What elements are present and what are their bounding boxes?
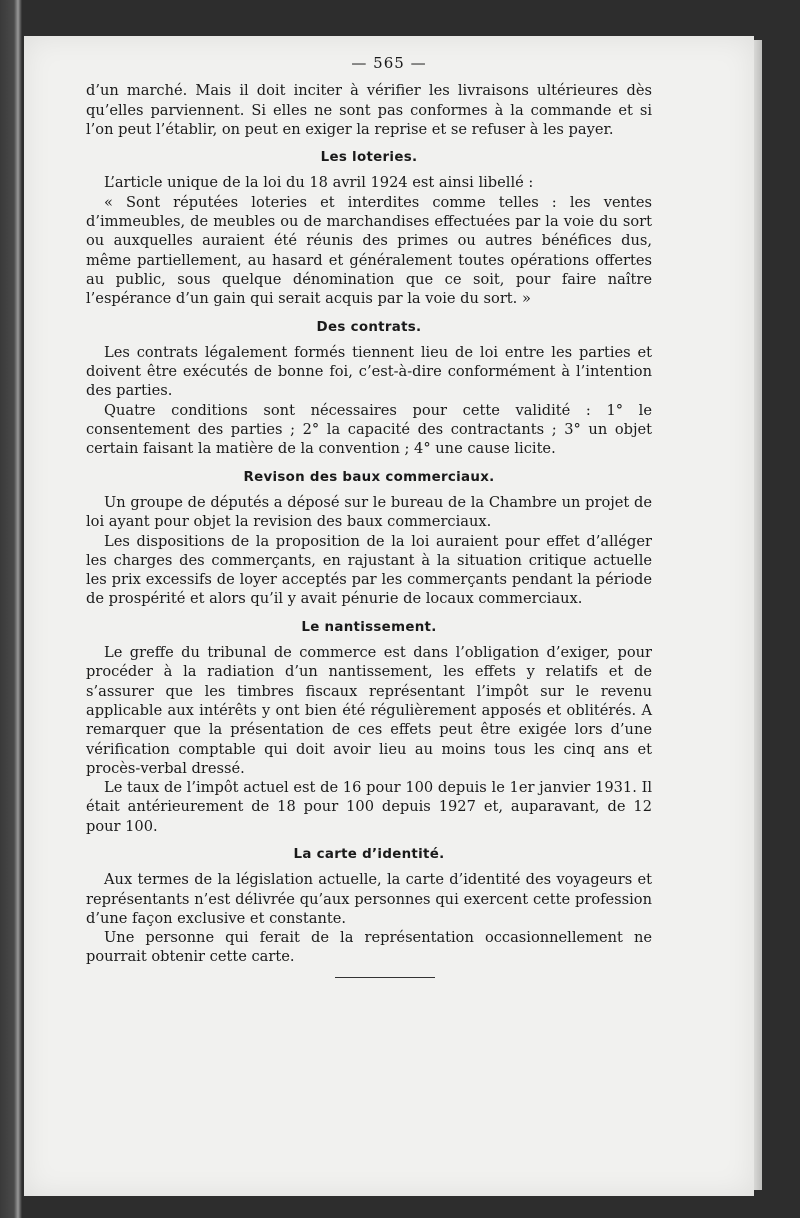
section-heading: La carte d’identité. — [293, 846, 445, 862]
paragraph: L’article unique de la loi du 18 avril 1924 est ainsi libellé : — [104, 174, 534, 192]
page-text-block — [86, 54, 652, 978]
paragraph: Une personne qui ferait de la représentation occasionnellement ne pourrait obtenir cette carte. — [86, 929, 652, 966]
section-loteries — [86, 148, 652, 308]
opening-paragraph: d’un marché. Mais il doit inciter à vérifier les livraisons ultérieures dès qu’elles parviennent. Si elles ne sont pas conformes à la commande et si l’on peut l’établir, on peut en exiger la reprise et se refuser à les payer. — [86, 82, 652, 138]
paragraph: Le taux de l’impôt actuel est de 16 pour 100 depuis le 1er janvier 1931. Il était antérieurement de 18 pour 100 depuis 1927 et, auparavant, de 12 pour 100. — [86, 779, 652, 835]
section-baux-commerciaux — [86, 468, 652, 609]
section-nantissement — [86, 618, 652, 836]
end-rule — [335, 977, 435, 978]
section-heading: Le nantissement. — [301, 619, 437, 635]
paragraph: Aux termes de la législation actuelle, la carte d’identité des voyageurs et représentants n’est délivrée qu’aux personnes qui exercent cette profession d’une façon exclusive et constante. — [86, 871, 652, 927]
page-number: — 565 — — [351, 54, 427, 72]
section-carte-identite — [86, 845, 652, 967]
paragraph: Un groupe de députés a déposé sur le bureau de la Chambre un projet de loi ayant pour objet la revision des baux commerciaux. — [86, 493, 652, 531]
paragraph: Quatre conditions sont nécessaires pour cette validité : 1° le consentement des parties ; 2° la capacité des contractants ; 3° un objet certain faisant la matière de la convention ; 4° une cause licite. — [86, 401, 652, 458]
section-heading: Les loteries. — [320, 150, 418, 166]
page-edge — [754, 40, 762, 1190]
section-heading: Des contrats. — [316, 319, 422, 335]
paragraph: Le greffe du tribunal de commerce est dans l’obligation d’exiger, pour procéder à la radiation d’un nantissement, les effets y relatifs et de s’assurer que les timbres fiscaux représentant l’impôt sur le revenu applicable aux intérêts y ont bien été régulièrement apposés et oblitérés. A remarquer que la présentation de ces effets peut être exigée lors d’une vérification comptable qui doit avoir lieu au moins tous les cinq ans et procès-verbal dressé. — [86, 644, 652, 777]
paragraph: « Sont réputées loteries et interdites comme telles : les ventes d’immeubles, de meubles ou de marchandises effectuées par la voie du sort ou auxquelles auraient été réunis des primes ou autres bénéfices dus, même partiellement, au hasard et généralement toutes opérations offertes au public, sous quelque dénomination que ce soit, pour faire naître l’espérance d’un gain qui serait acquis par la voie du sort. » — [86, 193, 652, 308]
paragraph: Les contrats légalement formés tiennent lieu de loi entre les parties et doivent être exécutés de bonne foi, c’est-à-dire conformément à l’intention des parties. — [86, 343, 652, 400]
section-heading: Revison des baux commerciaux. — [243, 469, 495, 485]
section-contrats — [86, 318, 652, 459]
paragraph: Les dispositions de la proposition de la loi auraient pour effet d’alléger les charges des commerçants, en rajustant à la situation critique actuelle les prix excessifs de loyer acceptés par les commerçants pendant la période de prospérité et alors qu’il y avait pénurie de locaux commerciaux. — [86, 532, 652, 608]
